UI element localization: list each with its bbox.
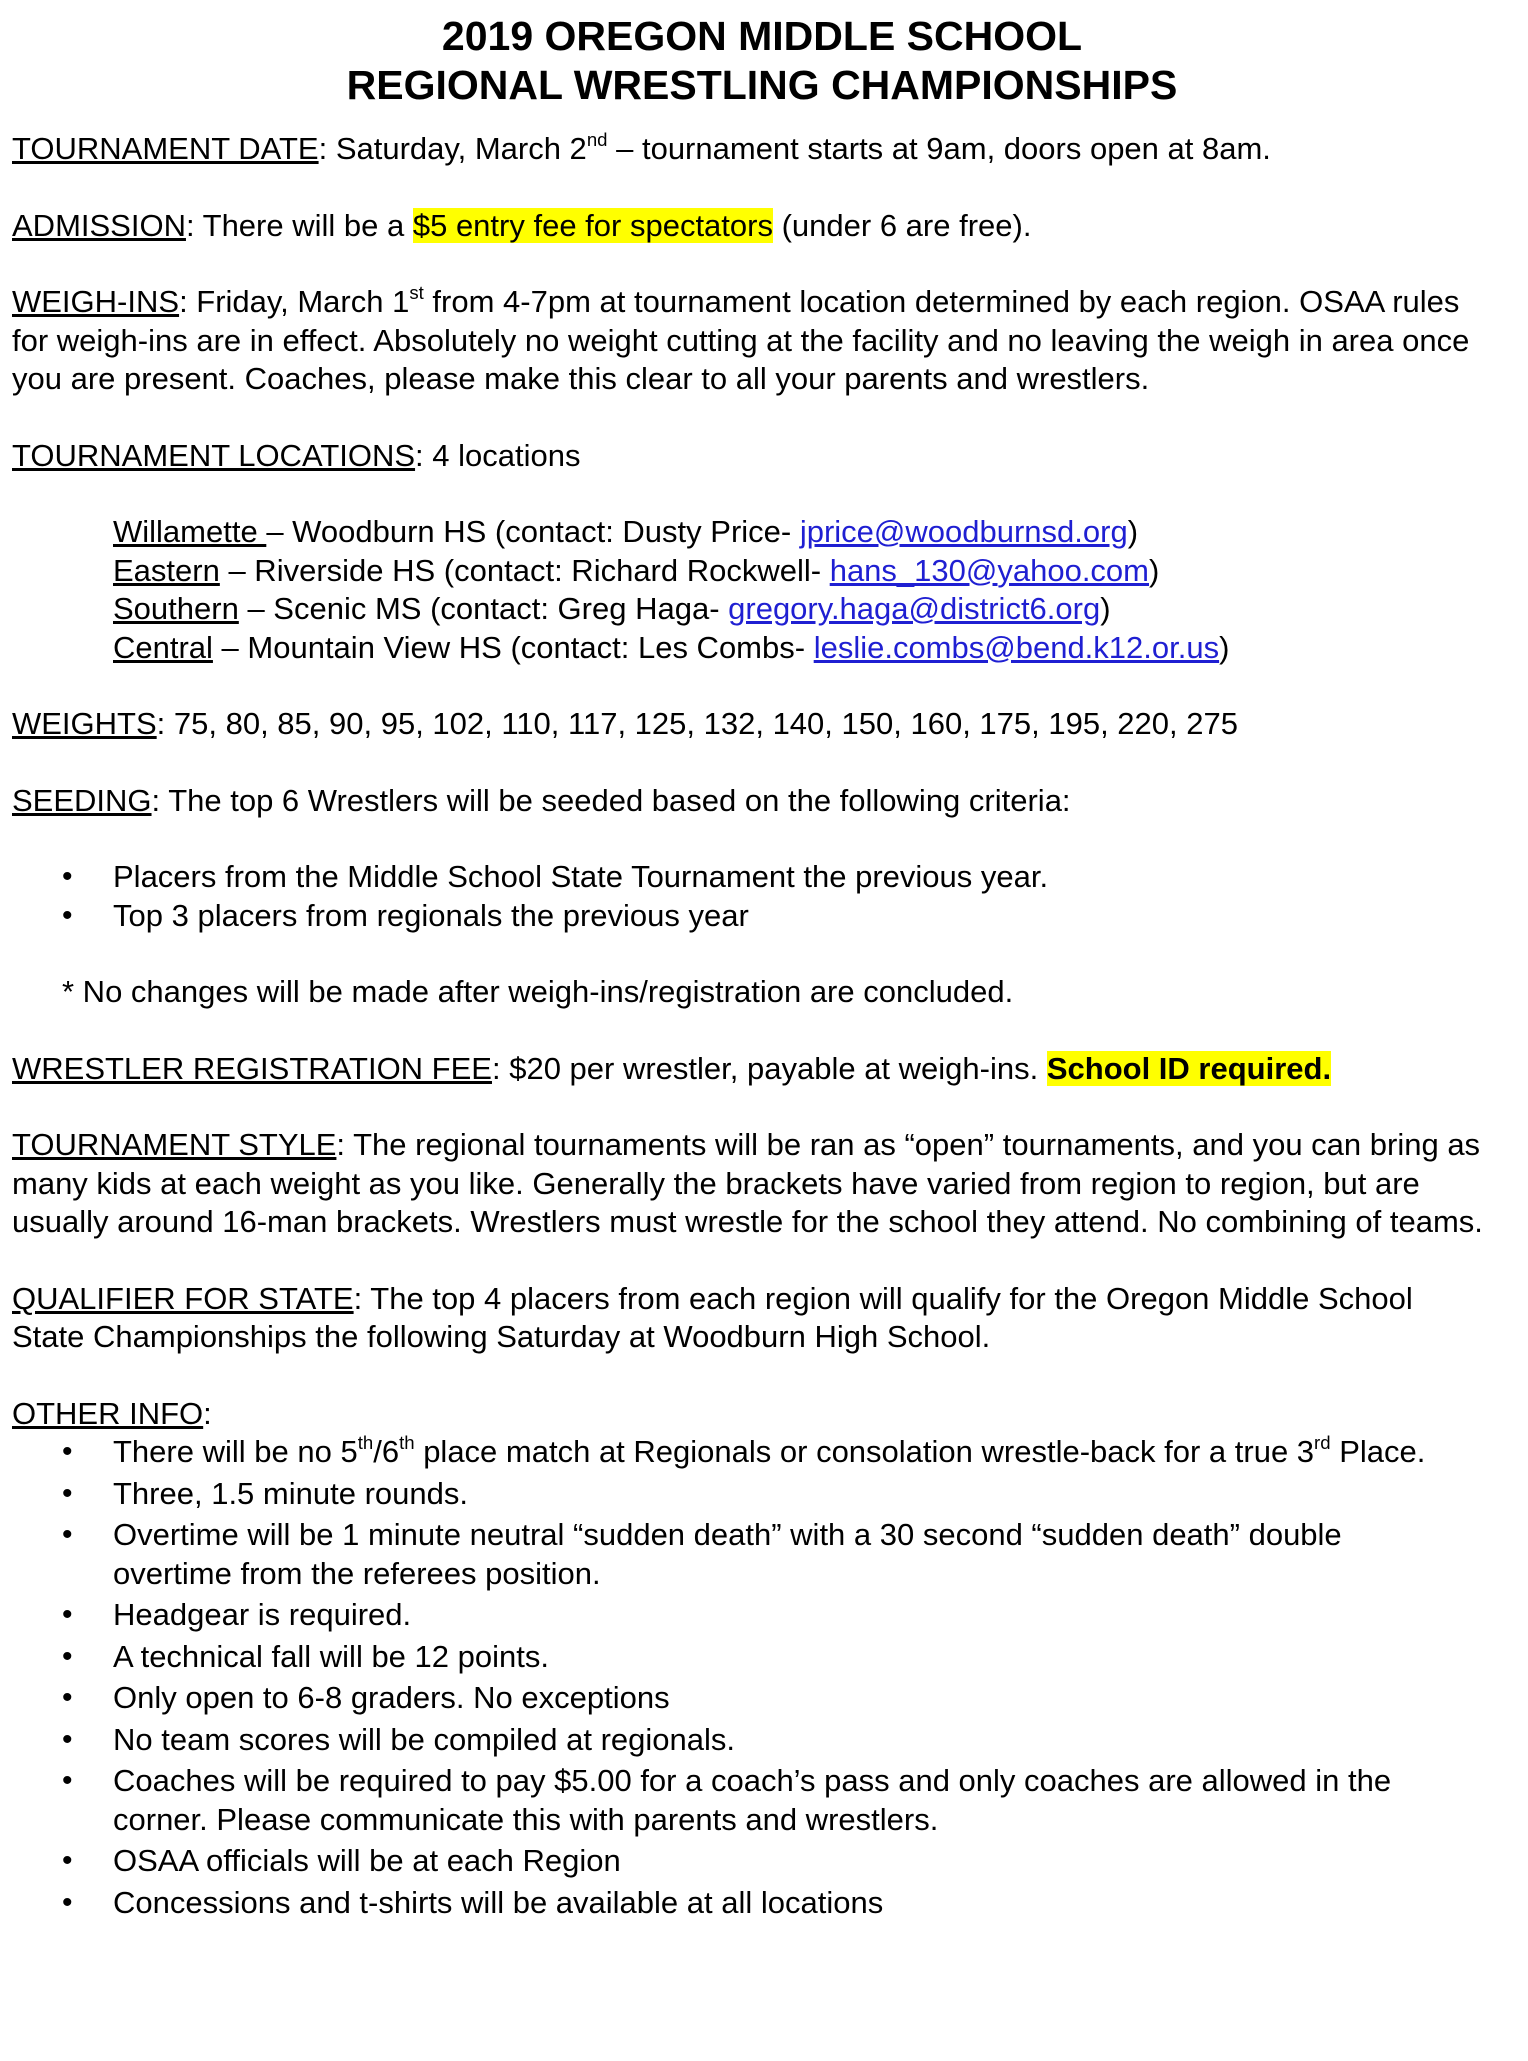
seeding-note: * No changes will be made after weigh-ins/registration are concluded. [62, 974, 1014, 1009]
seeding-label: SEEDING [12, 782, 152, 818]
bullet-icon: • [62, 1681, 73, 1714]
seeding-section: SEEDING: The top 6 Wrestlers will be seeded based on the following criteria: [12, 782, 1071, 818]
bullet-icon: • [62, 1885, 73, 1919]
email-link[interactable]: hans_130@yahoo.com [829, 552, 1149, 588]
page-title [12, 12, 1512, 110]
bullet-icon: • [62, 1844, 73, 1877]
other-info-section: OTHER INFO: [12, 1395, 212, 1431]
tournament-style-label: TOURNAMENT STYLE [12, 1127, 337, 1162]
bullet-icon: • [62, 1764, 73, 1797]
weights-section: WEIGHTS: 75, 80, 85, 90, 95, 102, 110, 117, 125, 132, 140, 150, 160, 175, 195, 220, 275 [12, 706, 1238, 741]
seeding-criteria-list [12, 858, 1512, 935]
bullet-icon: • [62, 898, 73, 932]
locations-section: TOURNAMENT LOCATIONS: 4 locations [12, 437, 581, 473]
location-item-eastern: Eastern – Riverside HS (contact: Richard Rockwell- hans_130@yahoo.com) [113, 552, 1160, 588]
bullet-icon: • [62, 1598, 73, 1631]
school-id-highlight: School ID required. [1046, 1050, 1332, 1086]
bullet-icon: • [62, 1518, 73, 1551]
admission-label: ADMISSION [12, 207, 186, 243]
qualifier-section: QUALIFIER FOR STATE: The top 4 placers from each region will qualify for the Oregon Middle School State Championships the following Saturday at Woodburn High School. [12, 1280, 1413, 1354]
list-item: • A technical fall will be 12 points. [12, 1638, 1442, 1677]
tournament-date-section: TOURNAMENT DATE: Saturday, March 2nd – tournament starts at 9am, doors open at 8am. [12, 128, 1271, 166]
registration-fee-label: WRESTLER REGISTRATION FEE [12, 1050, 492, 1086]
qualifier-label: QUALIFIER FOR STATE [12, 1280, 354, 1316]
list-item: • Top 3 placers from regionals the previous year [12, 897, 1512, 936]
other-info-label: OTHER INFO [12, 1395, 204, 1431]
weigh-ins-section: WEIGH-INS: Friday, March 1st from 4-7pm at tournament location determined by each region. OSAA rules for weigh-ins are in effect. Absolutely no weight cutting at the facility and no leaving the weigh in area once you are present. Coaches, please make this clear to all your parents and wrestlers. [12, 281, 1470, 396]
email-link[interactable]: gregory.haga@district6.org [728, 591, 1101, 626]
list-item: • OSAA officials will be at each Region [12, 1842, 1442, 1881]
weights-label: WEIGHTS [12, 706, 157, 741]
list-item: • Headgear is required. [12, 1596, 1442, 1635]
list-item: • No team scores will be compiled at regionals. [12, 1721, 1442, 1760]
bullet-icon: • [62, 860, 73, 893]
email-link[interactable]: leslie.combs@bend.k12.or.us [813, 629, 1220, 665]
list-item: • Only open to 6-8 graders. No exceptions [12, 1679, 1442, 1718]
location-list [113, 513, 1512, 667]
location-item-willamette: Willamette – Woodburn HS (contact: Dusty Price- jprice@woodburnsd.org) [113, 514, 1139, 549]
bullet-icon: • [62, 1639, 73, 1673]
list-item: • There will be no 5th/6th place match at Regionals or consolation wrestle-back for a true 3rd Place. [12, 1433, 1442, 1472]
registration-fee-section: WRESTLER REGISTRATION FEE: $20 per wrestler, payable at weigh-ins. School ID required. [12, 1050, 1332, 1086]
bullet-icon: • [62, 1476, 73, 1510]
location-item-southern: Southern – Scenic MS (contact: Greg Haga- gregory.haga@district6.org) [113, 591, 1111, 626]
flyer-page [12, 12, 1512, 1925]
list-item: • Overtime will be 1 minute neutral “sudden death” with a 30 second “sudden death” double overtime from the referees position. [62, 1517, 1342, 1591]
location-item-central: Central – Mountain View HS (contact: Les Combs- leslie.combs@bend.k12.or.us) [113, 629, 1230, 665]
title-line-2: REGIONAL WRESTLING CHAMPIONSHIPS [346, 62, 1178, 108]
bullet-icon: • [62, 1722, 73, 1756]
weigh-ins-label: WEIGH-INS [12, 284, 180, 319]
locations-label: TOURNAMENT LOCATIONS [12, 437, 416, 473]
email-link[interactable]: jprice@woodburnsd.org [799, 514, 1128, 549]
title-line-1: 2019 OREGON MIDDLE SCHOOL [441, 13, 1083, 59]
list-item: • Concessions and t-shirts will be available at all locations [12, 1884, 1442, 1923]
bullet-icon: • [62, 1435, 73, 1468]
admission-fee-highlight: $5 entry fee for spectators [412, 207, 773, 243]
list-item: • Placers from the Middle School State Tournament the previous year. [12, 858, 1512, 897]
tournament-date-label: TOURNAMENT DATE [12, 131, 319, 166]
other-info-list [12, 1433, 1442, 1922]
list-item: • Three, 1.5 minute rounds. [12, 1475, 1442, 1514]
admission-section: ADMISSION: There will be a $5 entry fee for spectators (under 6 are free). [12, 207, 1032, 243]
tournament-style-section: TOURNAMENT STYLE: The regional tournaments will be ran as “open” tournaments, and you can bring as many kids at each weight as you like. Generally the brackets have varied from region to region, but are usually around 16-man brackets. Wrestlers must wrestle for the school they attend. No combining of teams. [12, 1127, 1483, 1239]
list-item: • Coaches will be required to pay $5.00 for a coach’s pass and only coaches are allowed in the corner. Please communicate this with parents and wrestlers. [62, 1763, 1392, 1837]
